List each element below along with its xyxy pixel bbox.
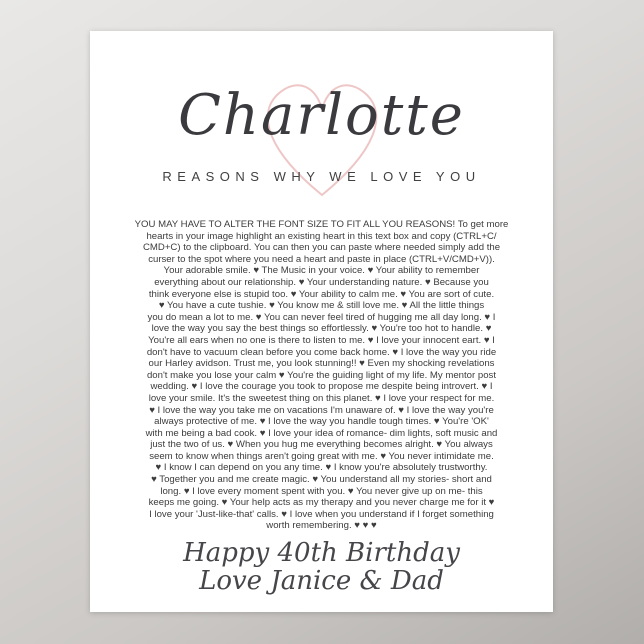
reasons-line: don't have to vacuum clean before you come back home. ♥ I love the way you ride bbox=[146, 346, 497, 358]
reasons-line: CMD+C) to the clipboard. You can then you can paste where needed simply add the bbox=[142, 242, 501, 254]
reasons-line: just the two of us. ♥ When you hug me everything becomes alright. ♥ You always bbox=[150, 439, 493, 451]
reasons-line: Your adorable smile. ♥ The Music in your voice. ♥ Your ability to remember bbox=[163, 265, 480, 277]
reasons-line: curser to the spot where you need a heart and paste in place (CTRL+V/CMD+V)). bbox=[148, 253, 495, 265]
reasons-line: wedding. ♥ I love the courage you took to propose me despite being introvert. ♥ I bbox=[150, 381, 493, 393]
reasons-line: keeps me going. ♥ Your help acts as my therapy and you never charge me for it ♥ bbox=[148, 497, 495, 509]
poster-subtitle: REASONS WHY WE LOVE YOU bbox=[162, 169, 481, 184]
reasons-line: long. ♥ I love every moment spent with you. ♥ You never give up on me- this bbox=[160, 485, 483, 497]
reasons-line: think everyone else is stupid too. ♥ Your ability to calm me. ♥ You are sort of cute. bbox=[148, 288, 495, 300]
reasons-line: seem to know when things aren't going great with me. ♥ You never intimidate me. bbox=[149, 450, 494, 462]
recipient-name: Charlotte bbox=[178, 83, 465, 148]
reasons-line: ♥ Together you and me create magic. ♥ You understand all my stories- short and bbox=[151, 474, 492, 486]
footer-message bbox=[90, 539, 553, 595]
reasons-line: hearts in your image highlight an existing heart in this text box and copy (CTRL+C/ bbox=[146, 230, 497, 242]
reasons-line: don't make you lose your calm ♥ You're the guiding light of my life. My mentor post bbox=[146, 369, 497, 381]
reasons-line: always protective of me. ♥ I love the way you handle tough times. ♥ You're 'OK' bbox=[154, 416, 489, 428]
poster bbox=[90, 31, 553, 612]
reasons-line: ♥ You have a cute tushie. ♥ You know me & still love me. ♥ All the little things bbox=[158, 300, 485, 312]
reasons-line: with me being a bad cook. ♥ I love your idea of romance- dim lights, soft music and bbox=[145, 427, 498, 439]
reasons-line: everything about our relationship. ♥ Your understanding nature. ♥ Because you bbox=[154, 276, 489, 288]
reasons-line: you do mean a lot to me. ♥ You can never feel tired of hugging me all day long. ♥ I bbox=[147, 311, 496, 323]
reasons-line: YOU MAY HAVE TO ALTER THE FONT SIZE TO FIT ALL YOU REASONS! To get more bbox=[134, 219, 509, 230]
reasons-line: our Harley avidson. Trust me, you look stunning!! ♥ Even my shocking revelations bbox=[148, 358, 495, 370]
footer-message-line2: Love Janice & Dad bbox=[199, 566, 444, 596]
reasons-line: love the way you say the best things so effortlessly. ♥ You're too hot to handle. ♥ bbox=[151, 323, 492, 335]
reasons-line: ♥ I know I can depend on you any time. ♥ I know you're absolutely trustworthy. bbox=[155, 462, 488, 474]
reasons-line: worth remembering. ♥ ♥ ♥ bbox=[266, 520, 377, 532]
reasons-text-block bbox=[90, 219, 553, 532]
reasons-line: love your smile. It's the sweetest thing on this planet. ♥ I love your respect for me. bbox=[148, 392, 495, 404]
reasons-line: You're all ears when no one is there to listen to me. ♥ I love your innocent eart. ♥ I bbox=[148, 334, 495, 346]
reasons-line: I love your 'Just-like-that' calls. ♥ I love when you understand if I forget something bbox=[149, 508, 494, 520]
reasons-line: ♥ I love the way you take me on vacations I'm unaware of. ♥ I love the way you're bbox=[149, 404, 494, 416]
footer-message-line1: Happy 40th Birthday bbox=[183, 538, 460, 568]
